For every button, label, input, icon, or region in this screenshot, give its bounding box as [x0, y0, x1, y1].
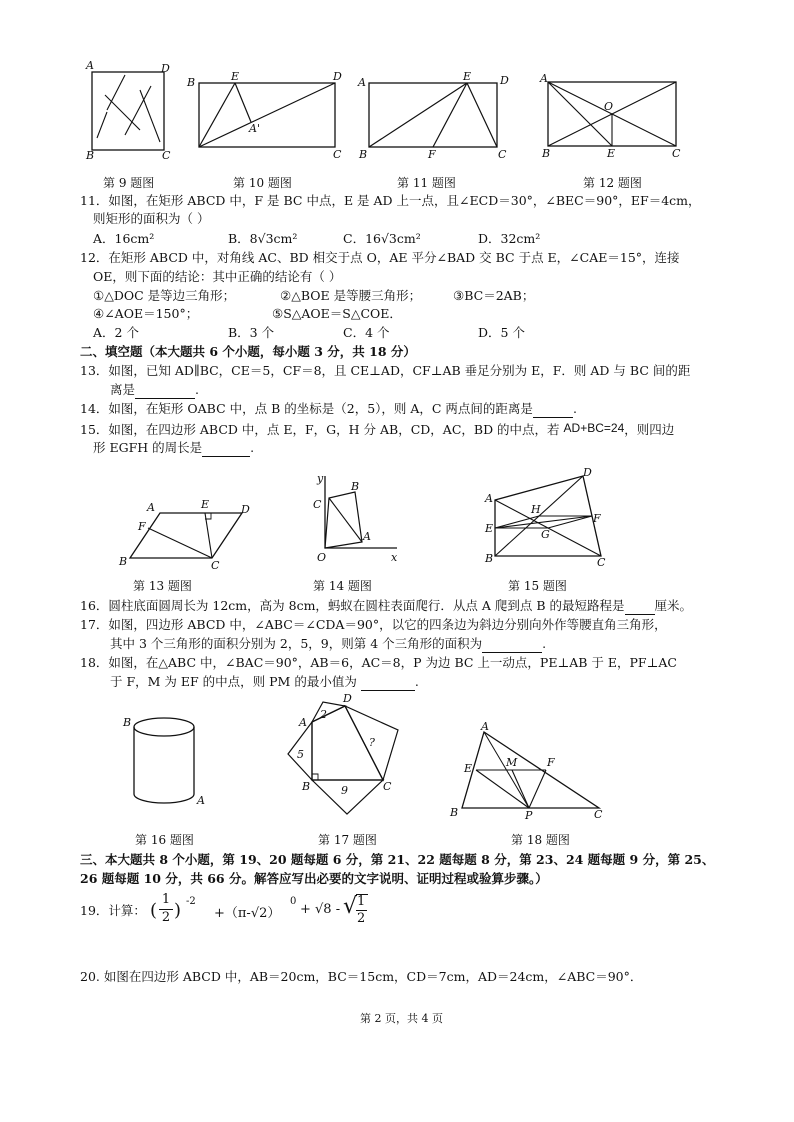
q16-answer-blank[interactable] [625, 598, 655, 615]
q11-line2: 则矩形的面积为（ ） [93, 211, 210, 226]
q17-line2-text: 其中 3 个三角形的面积分别为 2，5，9，则第 4 个三角形的面积为 [110, 636, 483, 651]
figure-16 [118, 708, 218, 818]
q15-line2-text: 形 EGFH 的周长是 [93, 440, 203, 455]
caption-fig10: 第 10 题图 [233, 176, 292, 190]
fig11-label-f: F [428, 148, 436, 161]
fig15-label-b: B [485, 552, 494, 565]
fig10-label-d: D [333, 70, 342, 83]
fig15-label-f: F [593, 512, 601, 525]
fig14-label-x: x [391, 551, 398, 564]
fig12-label-e: E [607, 147, 616, 160]
q12-conclusion-2: ②△BOE 是等腰三角形； [280, 288, 422, 303]
q12-conclusion-3: ③BC＝2AB； [453, 288, 535, 303]
section-3-heading-line1: 三、本大题共 8 个小题，第 19、20 题每题 6 分，第 21、22 题每题 8 分，第 23、24 题每题 9 分，第 25、 [80, 852, 715, 867]
q11-option-c: C．16√3cm² [343, 231, 421, 246]
caption-fig12: 第 12 题图 [583, 176, 642, 190]
fig10-label-aprime: A' [249, 122, 260, 135]
q12-option-c: C．4 个 [343, 325, 390, 340]
fig18-label-e: E [464, 762, 473, 775]
q13-line2: 离是 . [110, 382, 199, 397]
fig18-label-a: A [481, 720, 489, 733]
fig11-label-a: A [358, 76, 366, 89]
figure-13 [115, 495, 255, 570]
fig13-label-f: F [138, 520, 146, 533]
fig17-label-c: C [383, 780, 392, 793]
q12-line1: 12．在矩形 ABCD 中，对角线 AC、BD 相交于点 O，AE 平分∠BAD 交 BC 于点 E，∠CAE＝15°，连接 [80, 250, 680, 265]
caption-fig11: 第 11 题图 [397, 176, 456, 190]
figure-9 [85, 60, 175, 170]
figure-15 [483, 468, 608, 568]
fig14-label-b: B [351, 480, 360, 493]
q19-expression: ( 1 2 ) -2 +（π-√2） 0 + √8 - √ 1 2 [150, 892, 390, 928]
fig9-label-d: D [161, 62, 170, 75]
fig10-label-c: C [333, 148, 342, 161]
q16-line1 [80, 598, 692, 615]
q16-text: 16．圆柱底面圆周长为 12cm，高为 8cm，蚂蚁在圆柱表面爬行．从点 A 爬到点 B 的最短路程是 [80, 598, 625, 613]
q11-option-b: B．8√3cm² [228, 231, 298, 246]
q13-line1: 13．如图，已知 AD∥BC，CE＝5，CF＝8，且 CE⊥AD，CF⊥AB 垂足分别为 E，F．则 AD 与 BC 间的距 [80, 363, 691, 378]
q13-line2-text: 离是 [110, 382, 136, 397]
fig11-label-e: E [463, 70, 472, 83]
section-2-heading: 二、填空题（本大题共 6 个小题，每小题 3 分，共 18 分） [80, 344, 416, 359]
fig14-label-y: y [317, 472, 324, 485]
fig17-label-area-5: 5 [297, 748, 304, 761]
caption-fig18: 第 18 题图 [511, 833, 570, 847]
fig15-label-h: H [531, 503, 541, 516]
figure-14 [305, 470, 405, 570]
q17-line1: 17．如图，四边形 ABCD 中，∠ABC＝∠CDA＝90°，以它的四条边为斜边分别向外作等腰直角三角形， [80, 617, 667, 632]
fig17-label-a: A [299, 716, 307, 729]
q15-text-c: ，则四边 [624, 422, 675, 437]
fig13-label-c: C [211, 559, 220, 572]
q15-text-a: 15．如图，在四边形 ABCD 中，点 E，F，G，H 分 AB，CD，AC，BD 的中点，若 [80, 422, 560, 437]
figure-10 [185, 70, 345, 160]
fig15-label-a: A [485, 492, 493, 505]
fig9-label-a: A [86, 59, 94, 72]
q12-conclusion-5: ⑤S△AOE＝S△COE． [272, 306, 402, 321]
q14-text: 14．如图，在矩形 OABC 中，点 B 的坐标是（2，5），则 A，C 两点间的距离是 [80, 401, 533, 416]
fig13-label-b: B [119, 555, 128, 568]
page-footer: 第 2 页，共 4 页 [360, 1012, 443, 1025]
q18-line2: 于 F，M 为 EF 的中点，则 PM 的最小值为 . [110, 674, 419, 689]
fig17-label-d: D [343, 692, 352, 705]
fig17-label-area-unknown: ? [369, 736, 375, 749]
q12-conclusion-1: ①△DOC 是等边三角形； [93, 288, 236, 303]
fig11-label-d: D [500, 74, 509, 87]
q15-sum-expr: AD+BC=24 [563, 421, 625, 435]
fig16-label-b: B [123, 716, 132, 729]
fig15-label-g: G [541, 528, 550, 541]
fig18-label-m: M [506, 756, 518, 769]
q12-line2: OE，则下面的结论：其中正确的结论有（ ） [93, 269, 342, 284]
q11-option-a: A．16cm² [93, 231, 155, 246]
fig15-label-d: D [583, 466, 592, 479]
q11-line1: 11．如图，在矩形 ABCD 中，F 是 BC 中点，E 是 AD 上一点，且∠ECD＝30°，∠BEC＝90°，EF＝4cm， [80, 193, 701, 208]
q14-answer-blank[interactable] [533, 401, 573, 418]
caption-fig17: 第 17 题图 [318, 833, 377, 847]
fig12-label-o: O [604, 100, 614, 113]
fig12-label-c: C [672, 147, 681, 160]
caption-fig16: 第 16 题图 [135, 833, 194, 847]
fig16-label-a: A [197, 794, 205, 807]
q20-line1: 20. 如图在四边形 ABCD 中，AB＝20cm，BC＝15cm，CD＝7cm，AD＝24cm，∠ABC＝90°． [80, 969, 643, 984]
q18-line2-text: 于 F，M 为 EF 的中点，则 PM 的最小值为 [110, 674, 357, 689]
fig14-label-o: O [317, 551, 327, 564]
fig9-label-c: C [162, 149, 171, 162]
figure-12 [540, 70, 690, 160]
fig15-label-e: E [485, 522, 494, 535]
caption-fig15: 第 15 题图 [508, 579, 567, 593]
fig18-label-p: P [525, 809, 533, 822]
fig11-label-c: C [498, 148, 507, 161]
fig12-label-a: A [540, 72, 548, 85]
fig17-label-area-9: 9 [341, 784, 348, 797]
fig17-label-area-2: 2 [320, 708, 327, 721]
q12-option-b: B．3 个 [228, 325, 275, 340]
fig18-label-b: B [450, 806, 459, 819]
fig18-label-c: C [594, 808, 603, 821]
q13-answer-blank[interactable] [135, 382, 195, 399]
fig10-label-e: E [231, 70, 240, 83]
fig9-label-b: B [86, 149, 95, 162]
fig14-label-a: A [363, 530, 371, 543]
q12-conclusion-4: ④∠AOE＝150°； [93, 306, 199, 321]
q18-line1: 18．如图，在△ABC 中，∠BAC＝90°，AB＝6，AC＝8，P 为边 BC 上一动点，PE⊥AB 于 E，PF⊥AC [80, 655, 677, 670]
fig11-label-b: B [359, 148, 368, 161]
fig10-label-b-top: B [187, 76, 196, 89]
fig13-label-a: A [147, 501, 155, 514]
q14-line1: 14．如图，在矩形 OABC 中，点 B 的坐标是（2，5），则 A，C 两点间的距离是 . [80, 401, 577, 416]
q16-unit: 厘米。 [654, 598, 693, 613]
caption-fig9: 第 9 题图 [103, 176, 155, 190]
figure-17 [283, 692, 408, 822]
q15-line1 [80, 420, 674, 438]
fig15-label-c: C [597, 556, 606, 569]
figure-11 [355, 70, 515, 160]
fig18-label-f: F [547, 756, 555, 769]
q17-answer-blank[interactable] [482, 636, 542, 653]
q15-line2: 形 EGFH 的周长是 . [93, 440, 255, 455]
fig13-label-d: D [241, 503, 250, 516]
q15-answer-blank[interactable] [202, 440, 250, 457]
q18-answer-blank[interactable] [361, 674, 415, 691]
fig13-label-e: E [201, 498, 210, 511]
fig12-label-b: B [542, 147, 551, 160]
figure-18 [444, 720, 609, 820]
fig14-label-c: C [313, 498, 322, 511]
caption-fig13: 第 13 题图 [133, 579, 192, 593]
q12-option-a: A．2 个 [93, 325, 139, 340]
q19-label: 19．计算： [80, 903, 146, 918]
q12-option-d: D．5 个 [478, 325, 525, 340]
q17-line2: 其中 3 个三角形的面积分别为 2，5，9，则第 4 个三角形的面积为 . [110, 636, 547, 651]
section-3-heading-line2: 26 题每题 10 分，共 66 分。解答应写出必要的文字说明、证明过程或验算步骤。） [80, 871, 548, 886]
q11-option-d: D．32cm² [478, 231, 541, 246]
caption-fig14: 第 14 题图 [313, 579, 372, 593]
fig17-label-b: B [302, 780, 311, 793]
